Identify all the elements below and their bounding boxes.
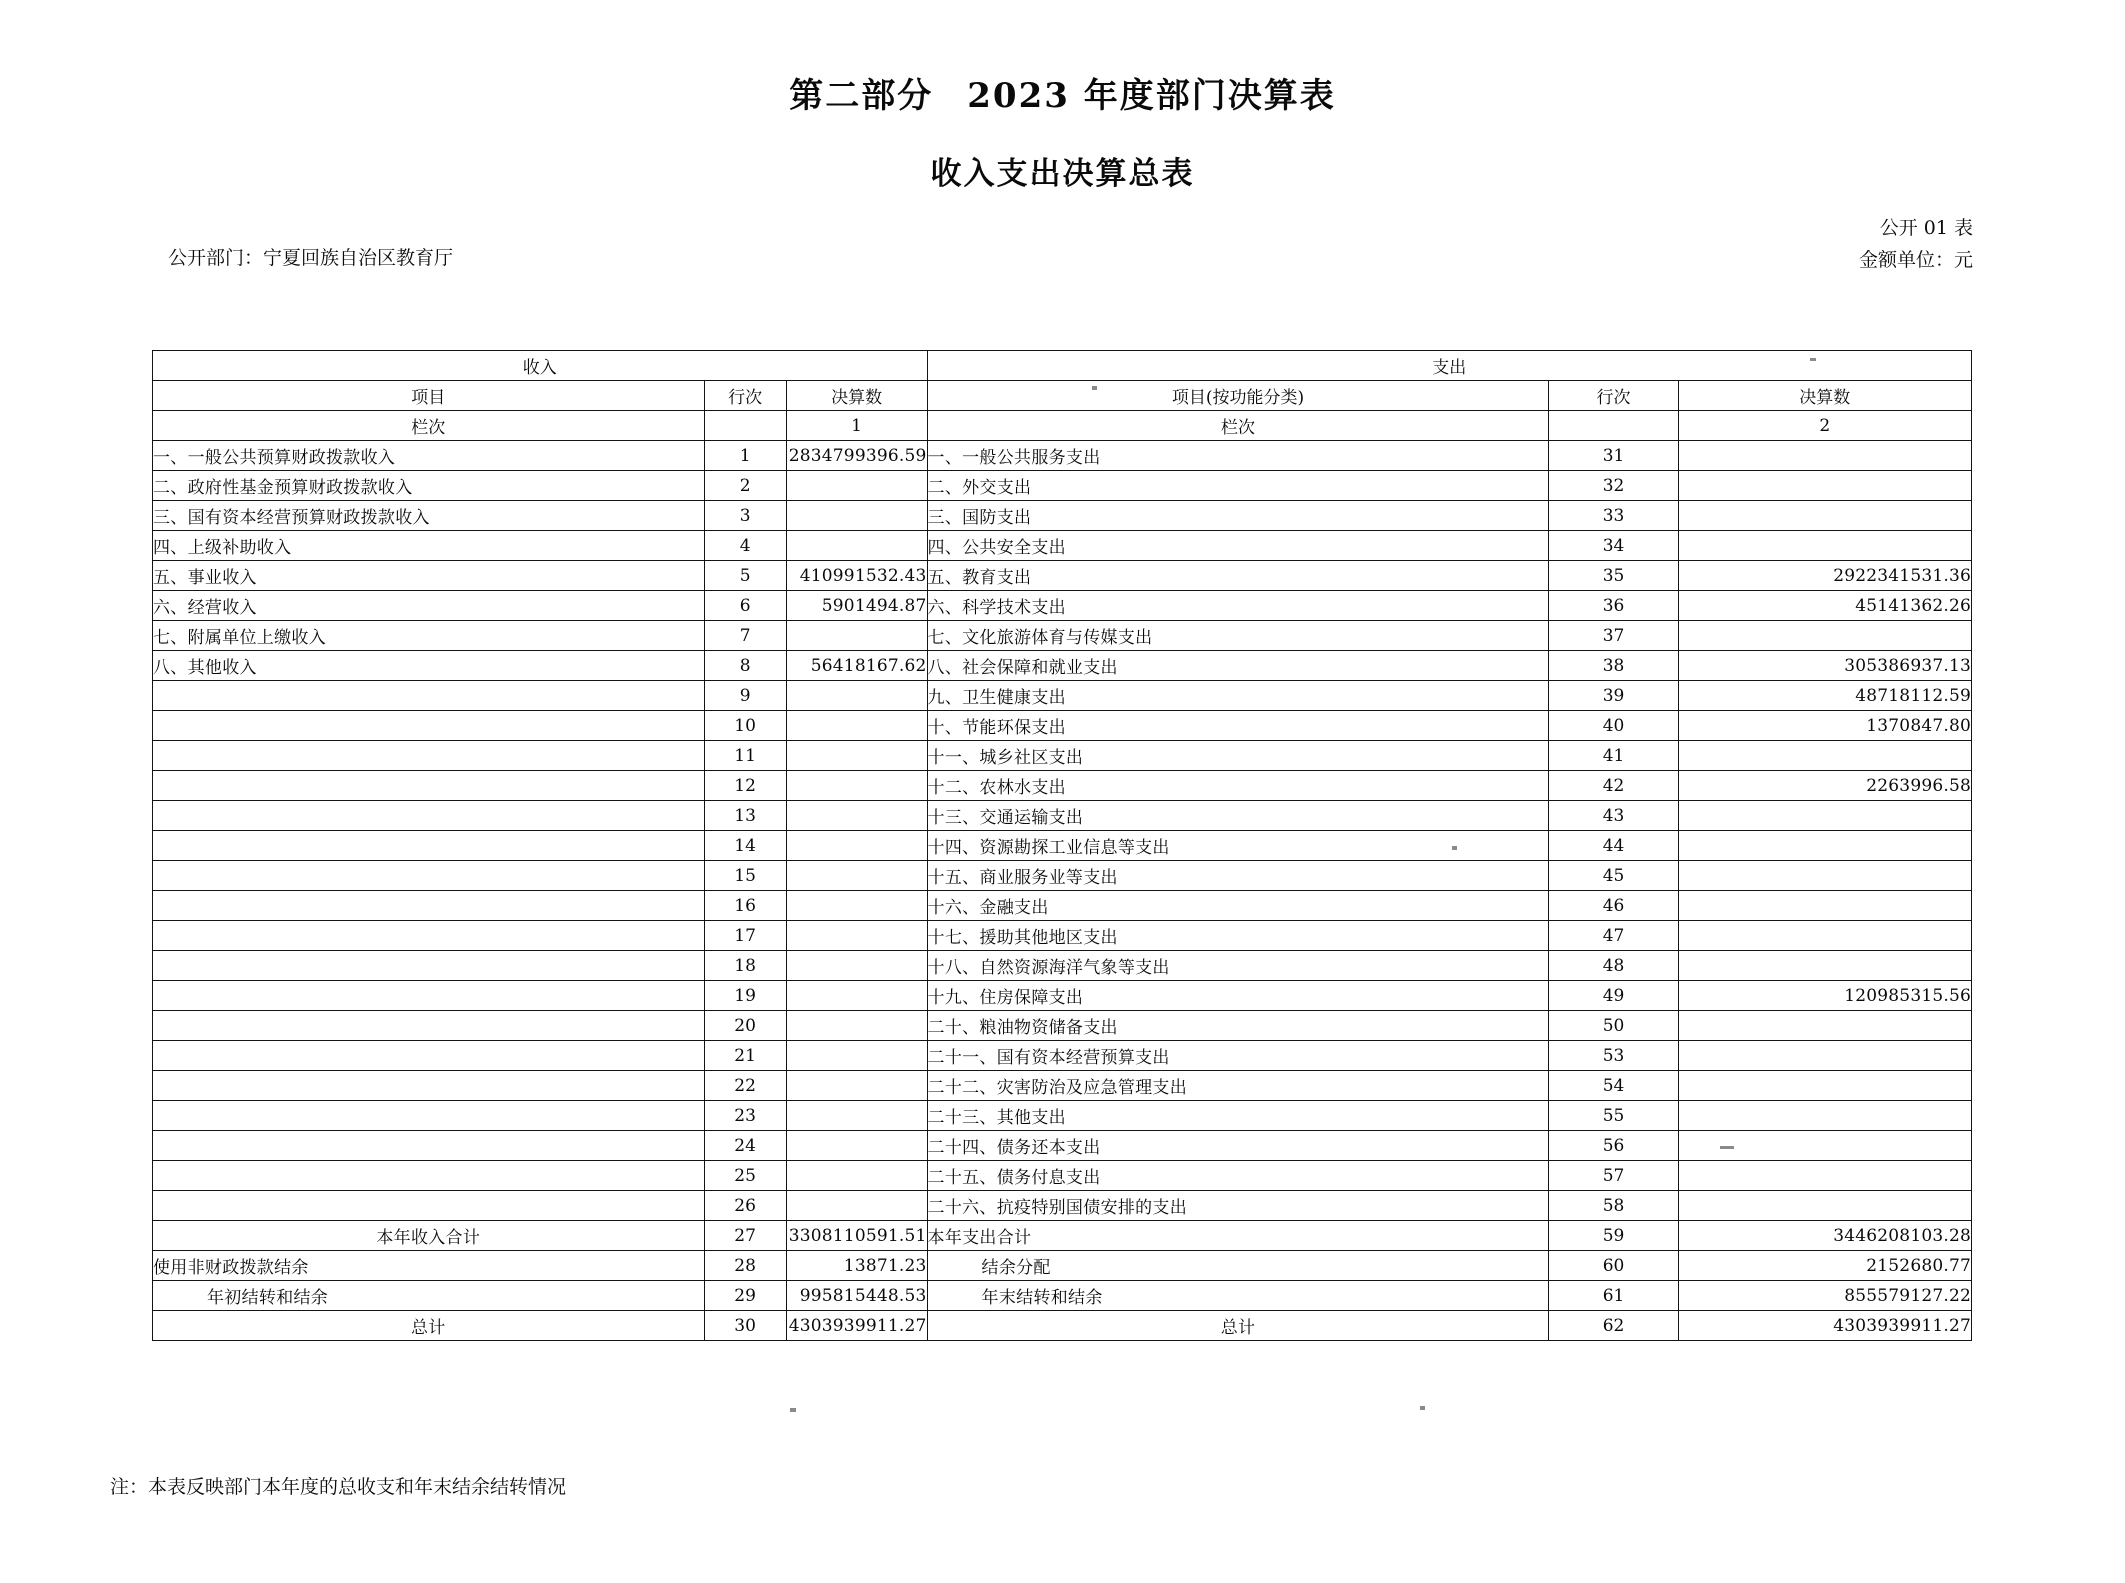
income-amount-cell [786,981,927,1011]
summary-expenditure-amount: 3446208103.28 [1678,1221,1971,1251]
scan-speck [790,1408,796,1412]
income-amount-header: 决算数 [786,381,927,411]
income-amount-cell: 410991532.43 [786,561,927,591]
income-item-cell [153,1041,705,1071]
expenditure-amount-cell [1678,1131,1971,1161]
summary-row [153,1281,1972,1311]
expenditure-amount-cell [1678,831,1971,861]
income-item-cell [153,921,705,951]
expenditure-line-cell: 44 [1549,831,1678,861]
table-row [153,771,1972,801]
part-title-main: 2023 年度部门决算表 [967,76,1336,116]
income-line-cell: 13 [704,801,786,831]
summary-expenditure-line: 62 [1549,1311,1678,1341]
table-row [153,1131,1972,1161]
budget-table [152,350,1972,1341]
document-page [0,68,2125,1583]
summary-income-line: 30 [704,1311,786,1341]
expenditure-line-cell: 48 [1549,951,1678,981]
expenditure-line-cell: 39 [1549,681,1678,711]
income-amount-cell [786,771,927,801]
income-line-cell: 6 [704,591,786,621]
expenditure-line-cell: 32 [1549,471,1678,501]
table-row [153,711,1972,741]
expenditure-item-cell: 十三、交通运输支出 [927,801,1549,831]
table-row [153,951,1972,981]
expenditure-amount-header: 决算数 [1678,381,1971,411]
expenditure-amount-cell [1678,1191,1971,1221]
table-row [153,1191,1972,1221]
expenditure-amount-cell [1678,441,1971,471]
income-line-cell: 8 [704,651,786,681]
department-line: 公开部门：宁夏回族自治区教育厅 [168,247,454,269]
lan-label-expenditure: 栏次 [927,411,1549,441]
expenditure-item-cell: 十五、商业服务业等支出 [927,861,1549,891]
expenditure-item-cell: 十四、资源勘探工业信息等支出 [927,831,1549,861]
table-row [153,1161,1972,1191]
expenditure-line-cell: 41 [1549,741,1678,771]
expenditure-line-cell: 38 [1549,651,1678,681]
lan-blank-income [704,411,786,441]
expenditure-item-cell: 二十三、其他支出 [927,1101,1549,1131]
income-item-cell: 八、其他收入 [153,651,705,681]
income-item-cell [153,861,705,891]
summary-expenditure-label: 结余分配 [927,1251,1549,1281]
table-row [153,681,1972,711]
expenditure-item-cell: 七、文化旅游体育与传媒支出 [927,621,1549,651]
income-line-cell: 10 [704,711,786,741]
income-item-cell [153,891,705,921]
column-header-row [153,381,1972,411]
income-amount-cell [786,1191,927,1221]
income-amount-cell [786,711,927,741]
income-amount-cell [786,501,927,531]
income-item-cell [153,1071,705,1101]
summary-expenditure-label: 年末结转和结余 [927,1281,1549,1311]
group-header-row [153,351,1972,381]
income-item-cell [153,801,705,831]
expenditure-item-cell: 二十一、国有资本经营预算支出 [927,1041,1549,1071]
expenditure-item-header: 项目(按功能分类) [927,381,1549,411]
income-item-cell: 六、经营收入 [153,591,705,621]
footnote: 注：本表反映部门本年度的总收支和年末结余结转情况 [110,1476,567,1498]
income-item-cell [153,1161,705,1191]
table-row [153,531,1972,561]
income-item-cell: 二、政府性基金预算财政拨款收入 [153,471,705,501]
expenditure-line-cell: 31 [1549,441,1678,471]
income-amount-cell [786,741,927,771]
budget-table-container [152,350,1972,1341]
expenditure-item-cell: 五、教育支出 [927,561,1549,591]
summary-expenditure-label: 总计 [927,1311,1549,1341]
expenditure-item-cell: 十二、农林水支出 [927,771,1549,801]
income-amount-cell [786,471,927,501]
expenditure-amount-cell [1678,1161,1971,1191]
expenditure-line-cell: 53 [1549,1041,1678,1071]
expenditure-amount-cell: 1370847.80 [1678,711,1971,741]
expenditure-line-cell: 57 [1549,1161,1678,1191]
expenditure-item-cell: 十七、援助其他地区支出 [927,921,1549,951]
income-line-cell: 9 [704,681,786,711]
scan-speck [1420,1406,1425,1410]
table-row [153,1041,1972,1071]
expenditure-line-cell: 35 [1549,561,1678,591]
income-item-cell [153,681,705,711]
expenditure-item-cell: 四、公共安全支出 [927,531,1549,561]
table-row [153,801,1972,831]
expenditure-item-cell: 十六、金融支出 [927,891,1549,921]
expenditure-item-cell: 一、一般公共服务支出 [927,441,1549,471]
expenditure-amount-cell: 305386937.13 [1678,651,1971,681]
income-item-header: 项目 [153,381,705,411]
expenditure-line-cell: 43 [1549,801,1678,831]
summary-income-amount: 3308110591.51 [786,1221,927,1251]
income-line-cell: 5 [704,561,786,591]
summary-expenditure-line: 61 [1549,1281,1678,1311]
expenditure-amount-cell [1678,891,1971,921]
expenditure-line-cell: 33 [1549,501,1678,531]
summary-row [153,1311,1972,1341]
expenditure-line-cell: 36 [1549,591,1678,621]
expenditure-line-cell: 56 [1549,1131,1678,1161]
income-line-cell: 11 [704,741,786,771]
expenditure-item-cell: 二十二、灾害防治及应急管理支出 [927,1071,1549,1101]
summary-expenditure-line: 60 [1549,1251,1678,1281]
income-line-cell: 23 [704,1101,786,1131]
lan-label-income: 栏次 [153,411,705,441]
table-row [153,501,1972,531]
income-item-cell [153,951,705,981]
lan-blank-expenditure [1549,411,1678,441]
expenditure-amount-cell [1678,951,1971,981]
table-row [153,1011,1972,1041]
expenditure-amount-cell [1678,741,1971,771]
income-amount-cell [786,1041,927,1071]
income-item-cell [153,1011,705,1041]
expenditure-line-cell: 45 [1549,861,1678,891]
income-item-cell: 七、附属单位上缴收入 [153,621,705,651]
income-line-cell: 19 [704,981,786,1011]
income-line-cell: 2 [704,471,786,501]
expenditure-item-cell: 九、卫生健康支出 [927,681,1549,711]
summary-income-amount: 4303939911.27 [786,1311,927,1341]
income-amount-cell [786,951,927,981]
income-item-cell [153,1191,705,1221]
income-amount-cell [786,681,927,711]
expenditure-line-header: 行次 [1549,381,1678,411]
income-item-cell [153,1101,705,1131]
income-amount-cell [786,831,927,861]
income-line-header: 行次 [704,381,786,411]
table-row [153,621,1972,651]
amount-unit: 金额单位：元 [1858,249,1973,271]
expenditure-item-cell: 十一、城乡社区支出 [927,741,1549,771]
income-line-cell: 3 [704,501,786,531]
table-row [153,561,1972,591]
expenditure-item-cell: 二、外交支出 [927,471,1549,501]
summary-row [153,1221,1972,1251]
income-line-cell: 26 [704,1191,786,1221]
summary-expenditure-amount: 4303939911.27 [1678,1311,1971,1341]
expenditure-item-cell: 二十六、抗疫特别国债安排的支出 [927,1191,1549,1221]
income-line-cell: 25 [704,1161,786,1191]
income-line-cell: 12 [704,771,786,801]
income-amount-cell [786,891,927,921]
form-number: 公开 01 表 [1879,217,1973,239]
expenditure-item-cell: 二十四、债务还本支出 [927,1131,1549,1161]
part-title-prefix: 第二部分 [789,76,934,116]
table-row [153,591,1972,621]
income-amount-cell [786,1101,927,1131]
expenditure-line-cell: 34 [1549,531,1678,561]
table-row [153,1101,1972,1131]
expenditure-line-cell: 58 [1549,1191,1678,1221]
expenditure-amount-cell [1678,471,1971,501]
table-row [153,891,1972,921]
income-line-cell: 24 [704,1131,786,1161]
income-item-cell: 三、国有资本经营预算财政拨款收入 [153,501,705,531]
income-line-cell: 1 [704,441,786,471]
income-item-cell [153,771,705,801]
summary-income-label: 本年收入合计 [153,1221,705,1251]
income-item-cell: 五、事业收入 [153,561,705,591]
expenditure-line-cell: 46 [1549,891,1678,921]
table-row [153,651,1972,681]
expenditure-item-cell: 三、国防支出 [927,501,1549,531]
summary-expenditure-amount: 2152680.77 [1678,1251,1971,1281]
expenditure-line-cell: 47 [1549,921,1678,951]
expenditure-amount-cell: 2922341531.36 [1678,561,1971,591]
summary-income-amount: 13871.23 [786,1251,927,1281]
summary-income-label: 总计 [153,1311,705,1341]
income-item-cell [153,831,705,861]
expenditure-item-cell: 十九、住房保障支出 [927,981,1549,1011]
expenditure-line-cell: 37 [1549,621,1678,651]
income-line-cell: 22 [704,1071,786,1101]
lan-number-expenditure: 2 [1678,411,1971,441]
expenditure-line-cell: 55 [1549,1101,1678,1131]
table-row [153,861,1972,891]
expenditure-item-cell: 六、科学技术支出 [927,591,1549,621]
expenditure-amount-cell [1678,1101,1971,1131]
expenditure-amount-cell [1678,501,1971,531]
table-row [153,1071,1972,1101]
expenditure-amount-cell [1678,1041,1971,1071]
expenditure-line-cell: 54 [1549,1071,1678,1101]
income-amount-cell [786,1011,927,1041]
expenditure-group-header: 支出 [927,351,1971,381]
income-amount-cell [786,1161,927,1191]
expenditure-amount-cell [1678,1011,1971,1041]
income-line-cell: 15 [704,861,786,891]
income-amount-cell [786,1131,927,1161]
income-line-cell: 21 [704,1041,786,1071]
income-line-cell: 16 [704,891,786,921]
expenditure-line-cell: 50 [1549,1011,1678,1041]
expenditure-amount-cell [1678,621,1971,651]
summary-income-amount: 995815448.53 [786,1281,927,1311]
income-line-cell: 14 [704,831,786,861]
expenditure-line-cell: 49 [1549,981,1678,1011]
expenditure-item-cell: 十、节能环保支出 [927,711,1549,741]
table-row [153,741,1972,771]
table-row [153,441,1972,471]
income-amount-cell [786,531,927,561]
income-amount-cell [786,801,927,831]
table-row [153,471,1972,501]
income-amount-cell: 2834799396.59 [786,441,927,471]
income-line-cell: 18 [704,951,786,981]
expenditure-amount-cell [1678,801,1971,831]
income-amount-cell [786,1071,927,1101]
expenditure-line-cell: 40 [1549,711,1678,741]
table-title: 收入支出决算总表 [930,156,1195,192]
income-amount-cell [786,861,927,891]
expenditure-amount-cell [1678,861,1971,891]
summary-expenditure-amount: 855579127.22 [1678,1281,1971,1311]
lan-number-income: 1 [786,411,927,441]
income-amount-cell: 5901494.87 [786,591,927,621]
income-item-cell: 一、一般公共预算财政拨款收入 [153,441,705,471]
summary-income-label: 年初结转和结余 [153,1281,705,1311]
summary-income-line: 27 [704,1221,786,1251]
income-item-cell [153,741,705,771]
income-amount-cell: 56418167.62 [786,651,927,681]
expenditure-amount-cell [1678,1071,1971,1101]
income-line-cell: 4 [704,531,786,561]
income-line-cell: 20 [704,1011,786,1041]
table-row [153,831,1972,861]
income-group-header: 收入 [153,351,928,381]
summary-income-label: 使用非财政拨款结余 [153,1251,705,1281]
summary-expenditure-label: 本年支出合计 [927,1221,1549,1251]
expenditure-item-cell: 八、社会保障和就业支出 [927,651,1549,681]
expenditure-amount-cell: 45141362.26 [1678,591,1971,621]
lan-row [153,411,1972,441]
income-line-cell: 7 [704,621,786,651]
income-item-cell [153,1131,705,1161]
table-row [153,921,1972,951]
income-item-cell [153,981,705,1011]
income-item-cell: 四、上级补助收入 [153,531,705,561]
summary-expenditure-line: 59 [1549,1221,1678,1251]
page-title [0,68,2125,117]
summary-row [153,1251,1972,1281]
expenditure-item-cell: 十八、自然资源海洋气象等支出 [927,951,1549,981]
expenditure-amount-cell: 48718112.59 [1678,681,1971,711]
expenditure-item-cell: 二十五、债务付息支出 [927,1161,1549,1191]
meta-row [0,215,2125,277]
expenditure-amount-cell [1678,921,1971,951]
expenditure-line-cell: 42 [1549,771,1678,801]
summary-income-line: 28 [704,1251,786,1281]
summary-income-line: 29 [704,1281,786,1311]
income-amount-cell [786,921,927,951]
table-row [153,981,1972,1011]
income-amount-cell [786,621,927,651]
expenditure-amount-cell: 120985315.56 [1678,981,1971,1011]
income-item-cell [153,711,705,741]
expenditure-item-cell: 二十、粮油物资储备支出 [927,1011,1549,1041]
expenditure-amount-cell: 2263996.58 [1678,771,1971,801]
income-line-cell: 17 [704,921,786,951]
expenditure-amount-cell [1678,531,1971,561]
